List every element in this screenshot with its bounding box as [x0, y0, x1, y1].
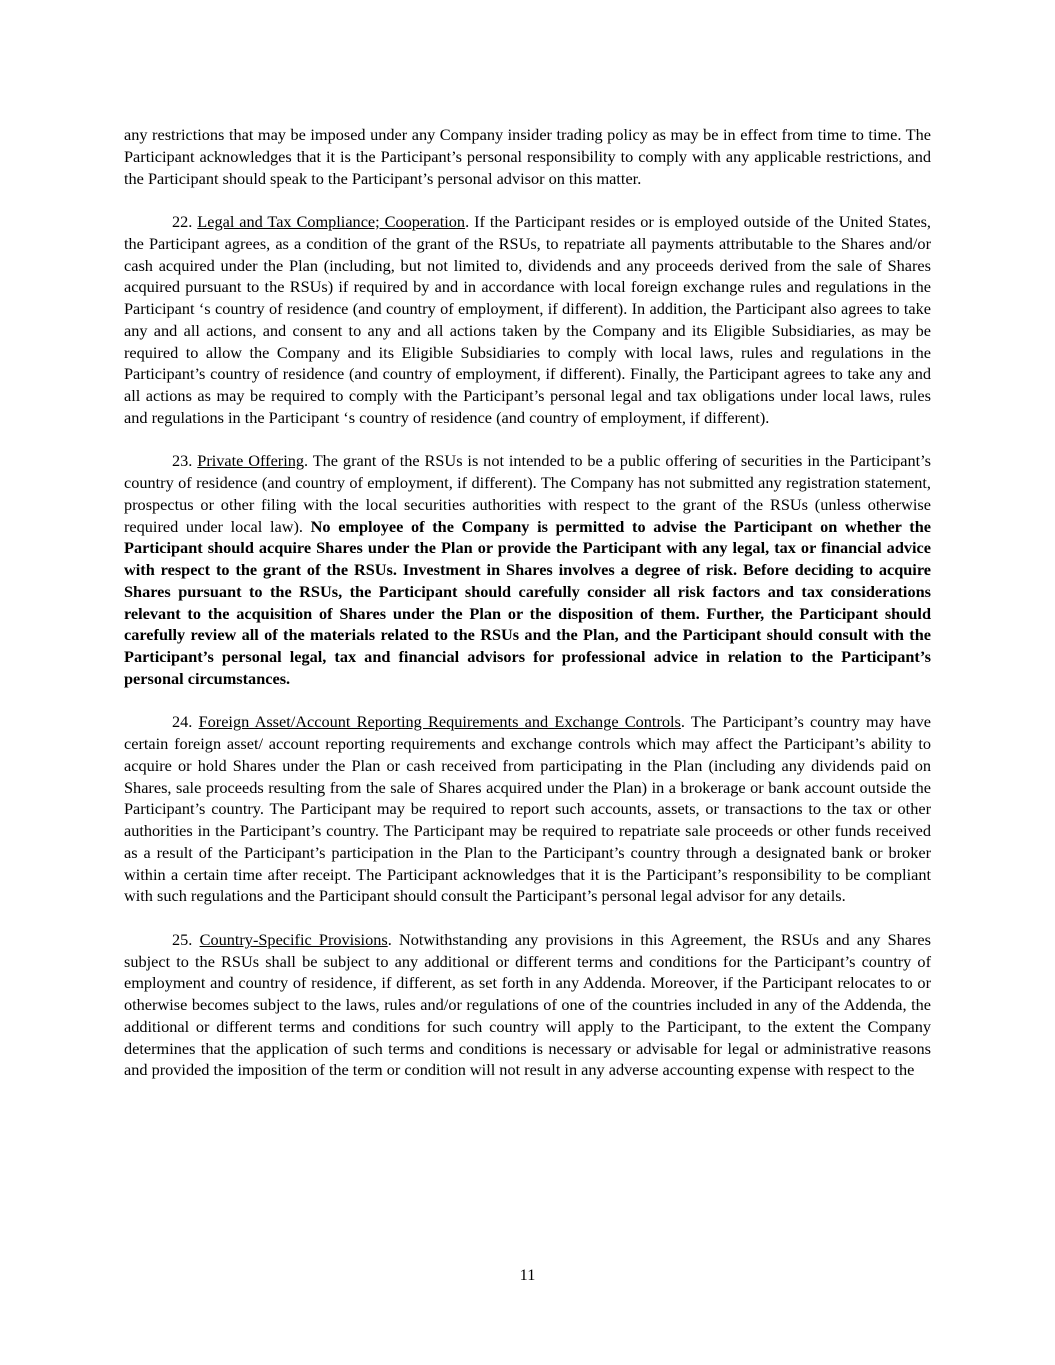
- section-body: . Notwithstanding any provisions in this Agreement, the RSUs and any Shares subject to the RSUs shall be subject to any additional or different terms and conditions for the Participant’s country of employment and country of residence, if different, as set forth in any Addenda. Moreover, if the Participant relocates to or otherwise becomes subject to the laws, rules and/or regulations of one of the countries included in any of the Addenda, the additional or different terms and conditions for such country will apply to the Participant, to the extent the Company determines that the application of such terms and conditions is necessary or advisable for legal or administrative reasons and provided the imposition of the term or condition will not result in any adverse accounting expense with respect to the: [124, 929, 931, 1080]
- section-23: [124, 450, 931, 689]
- section-heading: Country-Specific Provisions: [199, 929, 388, 949]
- section-number: 22.: [172, 212, 193, 231]
- page-number: 11: [519, 1265, 536, 1284]
- section-25: [124, 929, 931, 1081]
- section-heading: Legal and Tax Compliance; Cooperation: [197, 212, 466, 231]
- section-heading: Private Offering: [197, 451, 305, 471]
- document-page: [124, 124, 931, 1103]
- section-22: [124, 211, 931, 429]
- section-body: . If the Participant resides or is employed outside of the United States, the Participant agrees, as a condition of the grant of the RSUs, to repatriate all payments attributable to the Shares and/or cash acquired under the Plan (including, but not limited to, dividends and any proceeds derived from the sale of Shares acquired pursuant to the RSUs) if required by and in accordance with local foreign exchange rules and regulations in the Participant ‘s country of residence (and country of employment, if different). In addition, the Participant also agrees to take any and all actions, and consent to any and all actions taken by the Company and its Eligible Subsidiaries, as may be required to allow the Company and its Eligible Subsidiaries to comply with local laws, rules and regulations in the Participant’s country of residence (and country of employment, if different). Finally, the Participant agrees to take any and all actions as may be required to comply with the Participant’s personal legal and tax obligations under local laws, rules and regulations in the Participant ‘s country of residence (and country of employment, if different).: [124, 212, 931, 427]
- continuation-paragraph: any restrictions that may be imposed under any Company insider trading policy as may be in effect from time to time. The Participant acknowledges that it is the Participant’s personal responsibility to comply with any applicable restrictions, and the Participant should speak to the Participant’s personal advisor on this matter.: [124, 125, 931, 188]
- section-number: 25.: [172, 929, 193, 949]
- section-24: [124, 711, 931, 907]
- section-body: . The Participant’s country may have certain foreign asset/ account reporting requirements and exchange controls which may affect the Participant’s ability to acquire or hold Shares under the Plan or cash received from participating in the Plan (including any dividends paid on Shares, sale proceeds resulting from the sale of Shares acquired under the Plan) in a brokerage or bank account outside the Participant’s country. The Participant may be required to report such accounts, assets, or transactions to the tax or other authorities in the Participant’s country. The Participant may be required to repatriate sale proceeds or other funds received as a result of the Participant’s participation in the Plan to the Participant’s country through a designated bank or broker within a certain time after receipt. The Participant acknowledges that it is the Participant’s responsibility to be compliant with such regulations and the Participant should consult the Participant’s personal legal advisor for any details.: [124, 712, 931, 906]
- section-number: 24.: [172, 712, 193, 732]
- section-bold-notice: No employee of the Company is permitted to advise the Participant on whether the Participant should acquire Shares under the Plan or provide the Participant with any legal, tax or financial advice with respect to the grant of the RSUs. Investment in Shares involves a degree of risk. Before deciding to acquire Shares pursuant to the RSUs, the Participant should carefully consider all risk factors and tax considerations relevant to the acquisition of Shares under the Plan or the disposition of them. Further, the Participant should carefully review all of the materials related to the RSUs and the Plan, and the Participant should consult with the Participant’s personal legal, tax and financial advisors for professional advice in relation to the Participant’s personal circumstances.: [124, 516, 931, 688]
- section-body: . The grant of the RSUs is not intended to be a public offering of securities in the Participant’s country of residence (and country of employment, if different). The Company has not submitted any registration statement, prospectus or other filing with the local securities authorities with respect to the grant of the RSUs (unless otherwise required under local law).: [124, 451, 931, 536]
- section-number: 23.: [172, 451, 193, 471]
- section-heading: Foreign Asset/Account Reporting Requirements and Exchange Controls: [198, 712, 681, 732]
